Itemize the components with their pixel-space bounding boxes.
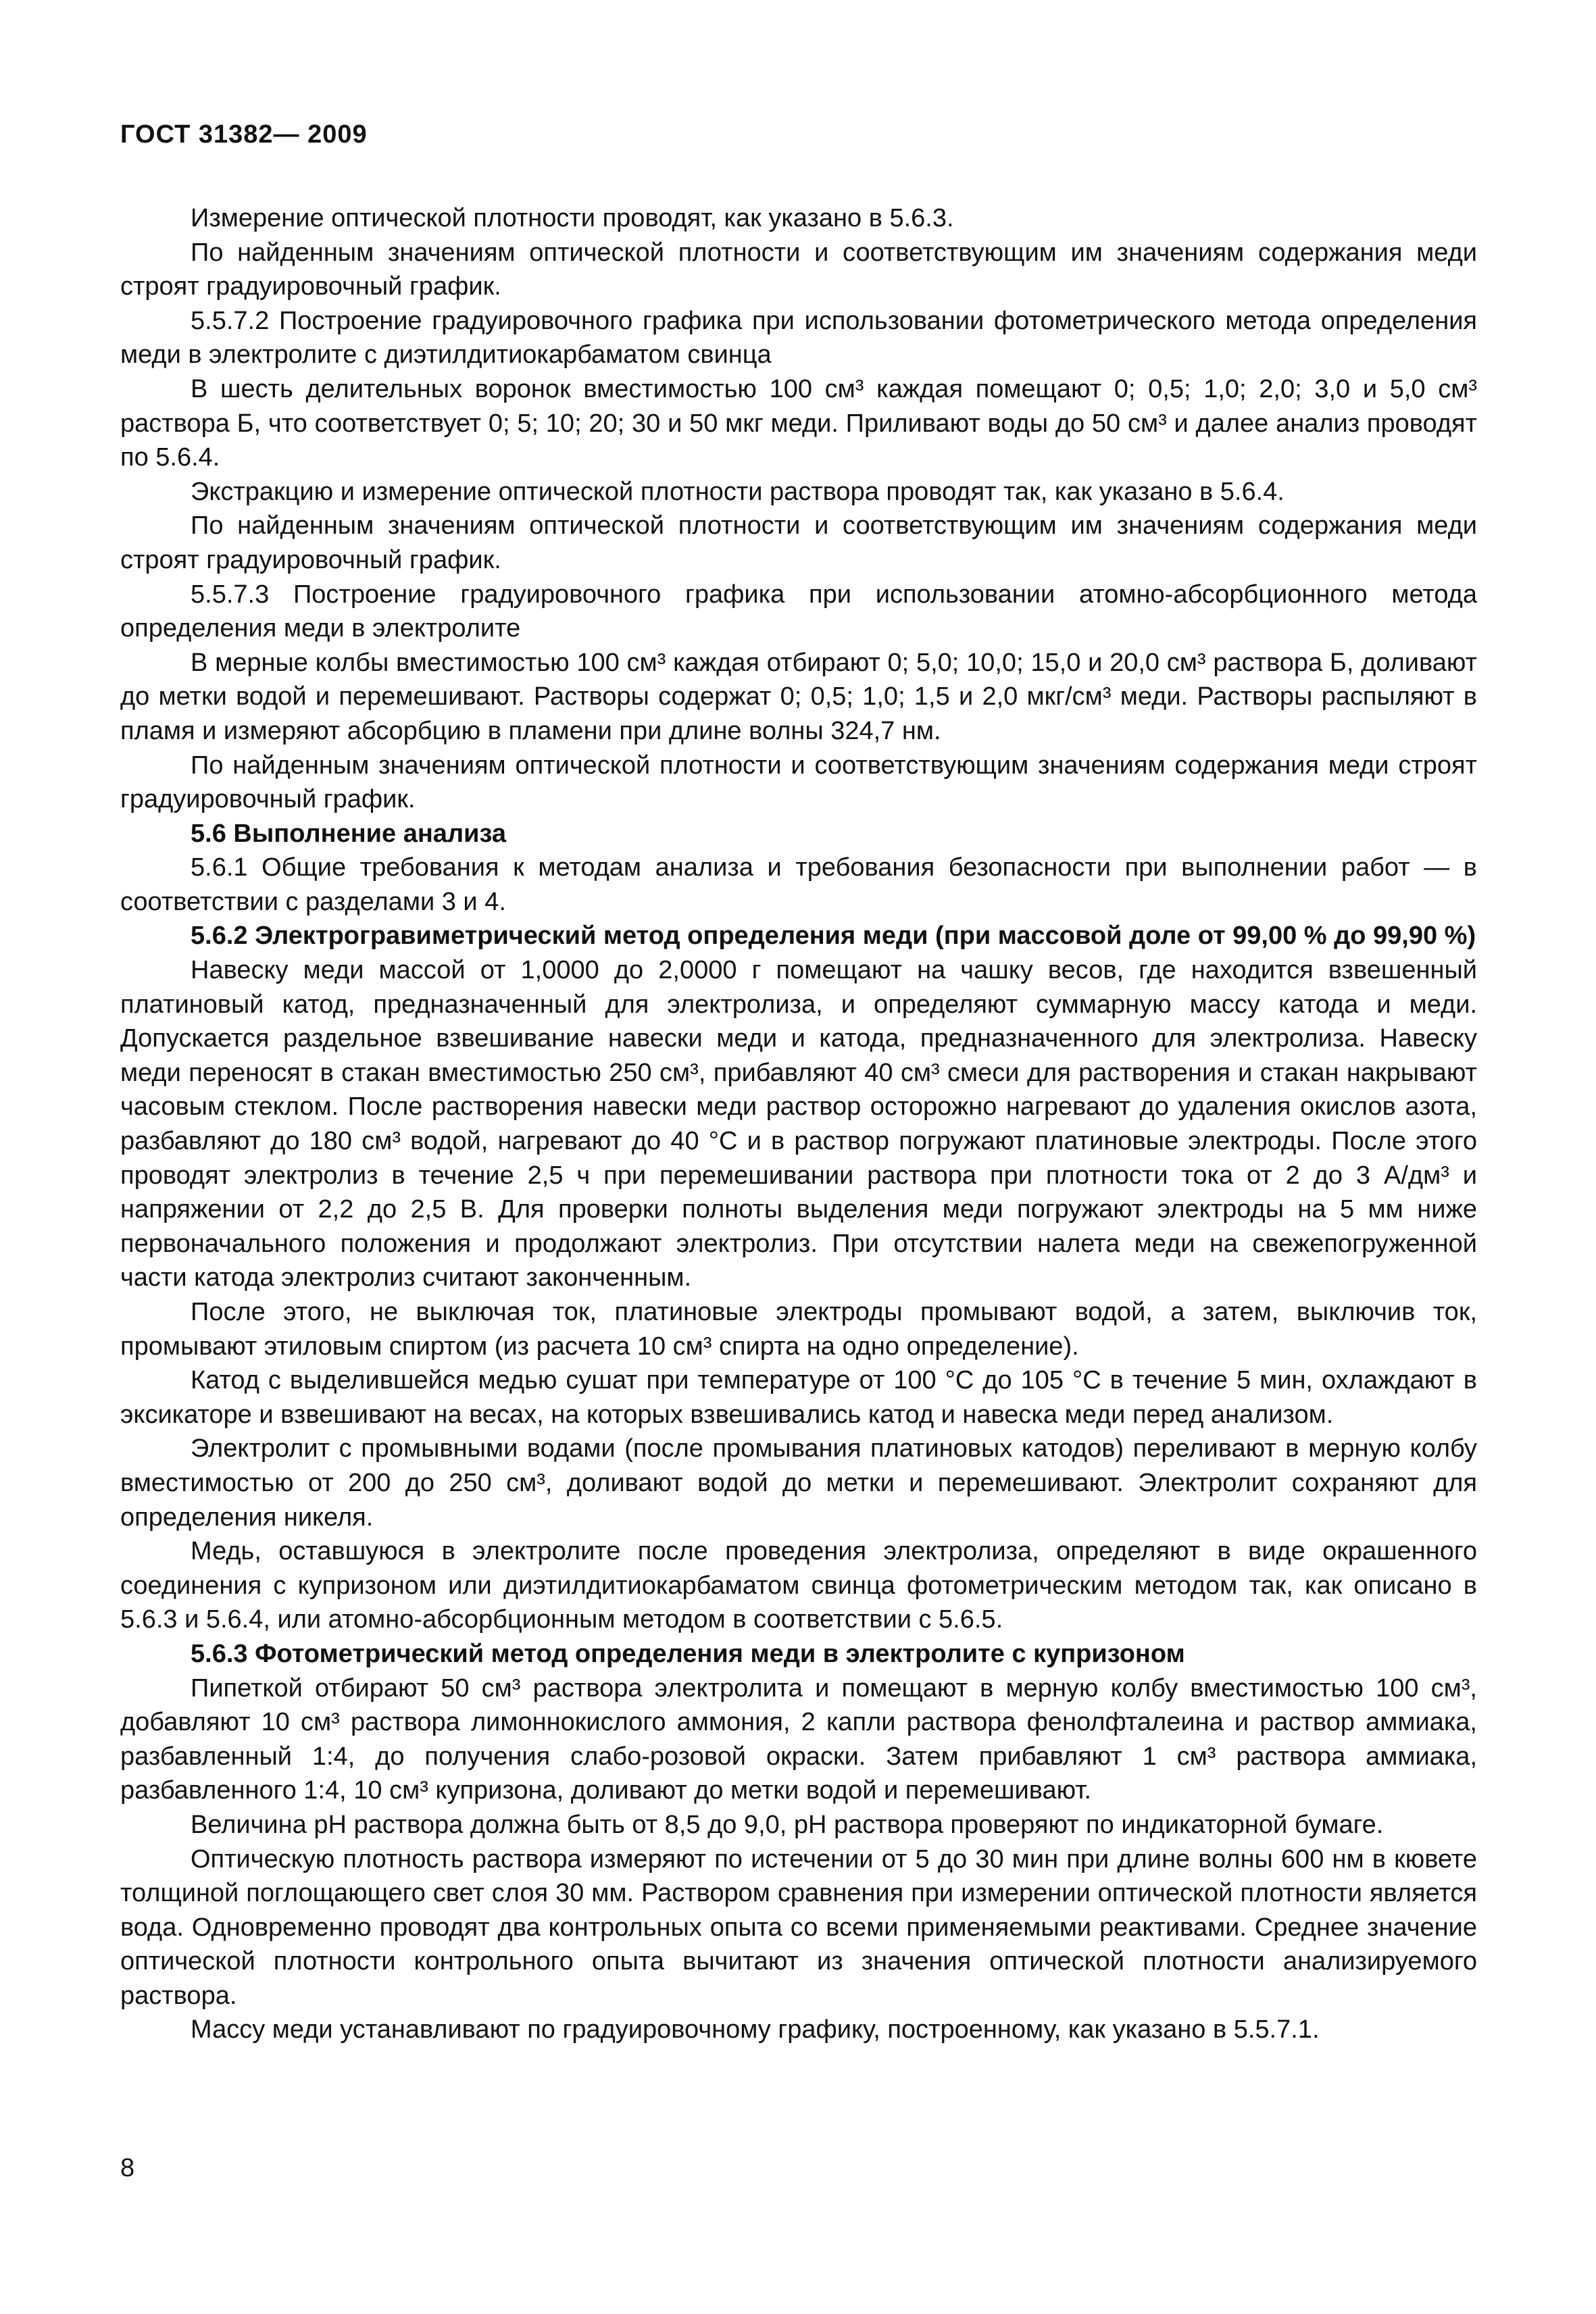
body-paragraph: 5.6.1 Общие требования к методам анализа и требования безопасности при выполнении работ — в соответствии с разделами 3 и 4. (120, 853, 1477, 916)
body-paragraph: По найденным значениям оптической плотности и соответствующим им значениям содержания меди строят градуировочный график. (120, 511, 1477, 574)
body-paragraph: Массу меди устанавливают по градуировочному графику, построенному, как указано в 5.5.7.1. (191, 2015, 1320, 2044)
body-paragraph: Оптическую плотность раствора измеряют по истечении от 5 до 30 мин при длине волны 600 нм в кювете толщиной поглощающего свет слоя 30 мм. Раствором сравнения при измерении оптической плотности является вода. Одновременно проводят два контрольных опыта со всеми применяемыми реактивами. Среднее значение оптической плотности контрольного опыта вычитают из значения оптической плотности анализируемого раствора. (120, 1844, 1477, 2010)
body-paragraph: Пипеткой отбирают 50 см³ раствора электролита и помещают в мерную колбу вместимостью 100 см³, добавляют 10 см³ раствора лимоннокислого аммония, 2 капли раствора фенолфталеина и раствор аммиака, разбавленный 1:4, до получения слабо-розовой окраски. Затем прибавляют 1 см³ раствора аммиака, разбавленного 1:4, 10 см³ купризона, доливают до метки водой и перемешивают. (120, 1674, 1477, 1805)
body-paragraph: По найденным значениям оптической плотности и соответствующим им значениям содержания меди строят градуировочный график. (120, 238, 1477, 301)
document-body (120, 201, 1477, 2047)
body-paragraph: В шесть делительных воронок вместимостью 100 см³ каждая помещают 0; 0,5; 1,0; 2,0; 3,0 и 5,0 см³ раствора Б, что соответствует 0; 5; 10; 20; 30 и 50 мкг меди. Приливают воды до 50 см³ и далее анализ проводят по 5.6.4. (120, 374, 1477, 472)
body-paragraph: По найденным значениям оптической плотности и соответствующим значениям содержания меди строят градуировочный график. (120, 751, 1477, 814)
body-paragraph: Электролит с промывными водами (после промывания платиновых катодов) переливают в мерную колбу вместимостью от 200 до 250 см³, доливают водой до метки и перемешивают. Электролит сохраняют для определения никеля. (120, 1434, 1477, 1532)
section-heading: 5.6 Выполнение анализа (191, 819, 506, 848)
body-paragraph: 5.5.7.2 Построение градуировочного графика при использовании фотометрического метода определения меди в электролите с диэтилдитиокарбаматом свинца (120, 306, 1477, 370)
section-heading: 5.6.3 Фотометрический метод определения меди в электролите с купризоном (191, 1639, 1185, 1668)
body-paragraph: Измерение оптической плотности проводят, как указано в 5.6.3. (191, 204, 954, 232)
body-paragraph: Медь, оставшуюся в электролите после проведения электролиза, определяют в виде окрашенного соединения с купризоном или диэтилдитиокарбаматом свинца фотометрическим методом так, как описано в 5.6.3 и 5.6.4, или атомно-абсорбционным методом в соответствии с 5.6.5. (120, 1537, 1477, 1634)
body-paragraph: Величина рН раствора должна быть от 8,5 до 9,0, рН раствора проверяют по индикаторной бумаге. (191, 1810, 1384, 1839)
body-paragraph: В мерные колбы вместимостью 100 см³ каждая отбирают 0; 5,0; 10,0; 15,0 и 20,0 см³ раствора Б, доливают до метки водой и перемешивают. Растворы содержат 0; 0,5; 1,0; 1,5 и 2,0 мкг/см³ меди. Растворы распыляют в пламя и измеряют абсорбцию в пламени при длине волны 324,7 нм. (120, 648, 1477, 745)
section-heading: 5.6.2 Электрогравиметрический метод определения меди (при массовой доле от 99,00 % до 99,90 %) (191, 922, 1476, 951)
body-paragraph: Экстракцию и измерение оптической плотности раствора проводят так, как указано в 5.6.4. (191, 477, 1285, 506)
body-paragraph: Навеску меди массой от 1,0000 до 2,0000 г помещают на чашку весов, где находится взвешенный платиновый катод, предназначенный для электролиза, и определяют суммарную массу катода и меди. Допускается раздельное взвешивание навески меди и катода, предназначенного для электролиза. Навеску меди переносят в стакан вместимостью 250 см³, прибавляют 40 см³ смеси для растворения и стакан накрывают часовым стеклом. После растворения навески меди раствор осторожно нагревают до удаления окислов азота, разбавляют до 180 см³ водой, нагревают до 40 °С и в раствор погружают платиновые электроды. После этого проводят электролиз в течение 2,5 ч при перемешивании раствора при плотности тока от 2 до 3 А/дм³ и напряжении от 2,2 до 2,5 В. Для проверки полноты выделения меди погружают электроды на 5 мм ниже первоначального положения и продолжают электролиз. При отсутствии налета меди на свежепогруженной части катода электролиз считают законченным. (120, 956, 1477, 1292)
page-number: 8 (120, 2154, 135, 2182)
body-paragraph: 5.5.7.3 Построение градуировочного графика при использовании атомно-абсорбционного метода определения меди в электролите (120, 580, 1477, 643)
body-paragraph: После этого, не выключая ток, платиновые электроды промывают водой, а затем, выключив ток, промывают этиловым спиртом (из расчета 10 см³ спирта на одно определение). (120, 1298, 1477, 1361)
body-paragraph: Катод с выделившейся медью сушат при температуре от 100 °С до 105 °С в течение 5 мин, охлаждают в эксикаторе и взвешивают на весах, на которых взвешивались катод и навеска меди перед анализом. (120, 1366, 1477, 1429)
page-header: ГОСТ 31382— 2009 (120, 120, 368, 149)
